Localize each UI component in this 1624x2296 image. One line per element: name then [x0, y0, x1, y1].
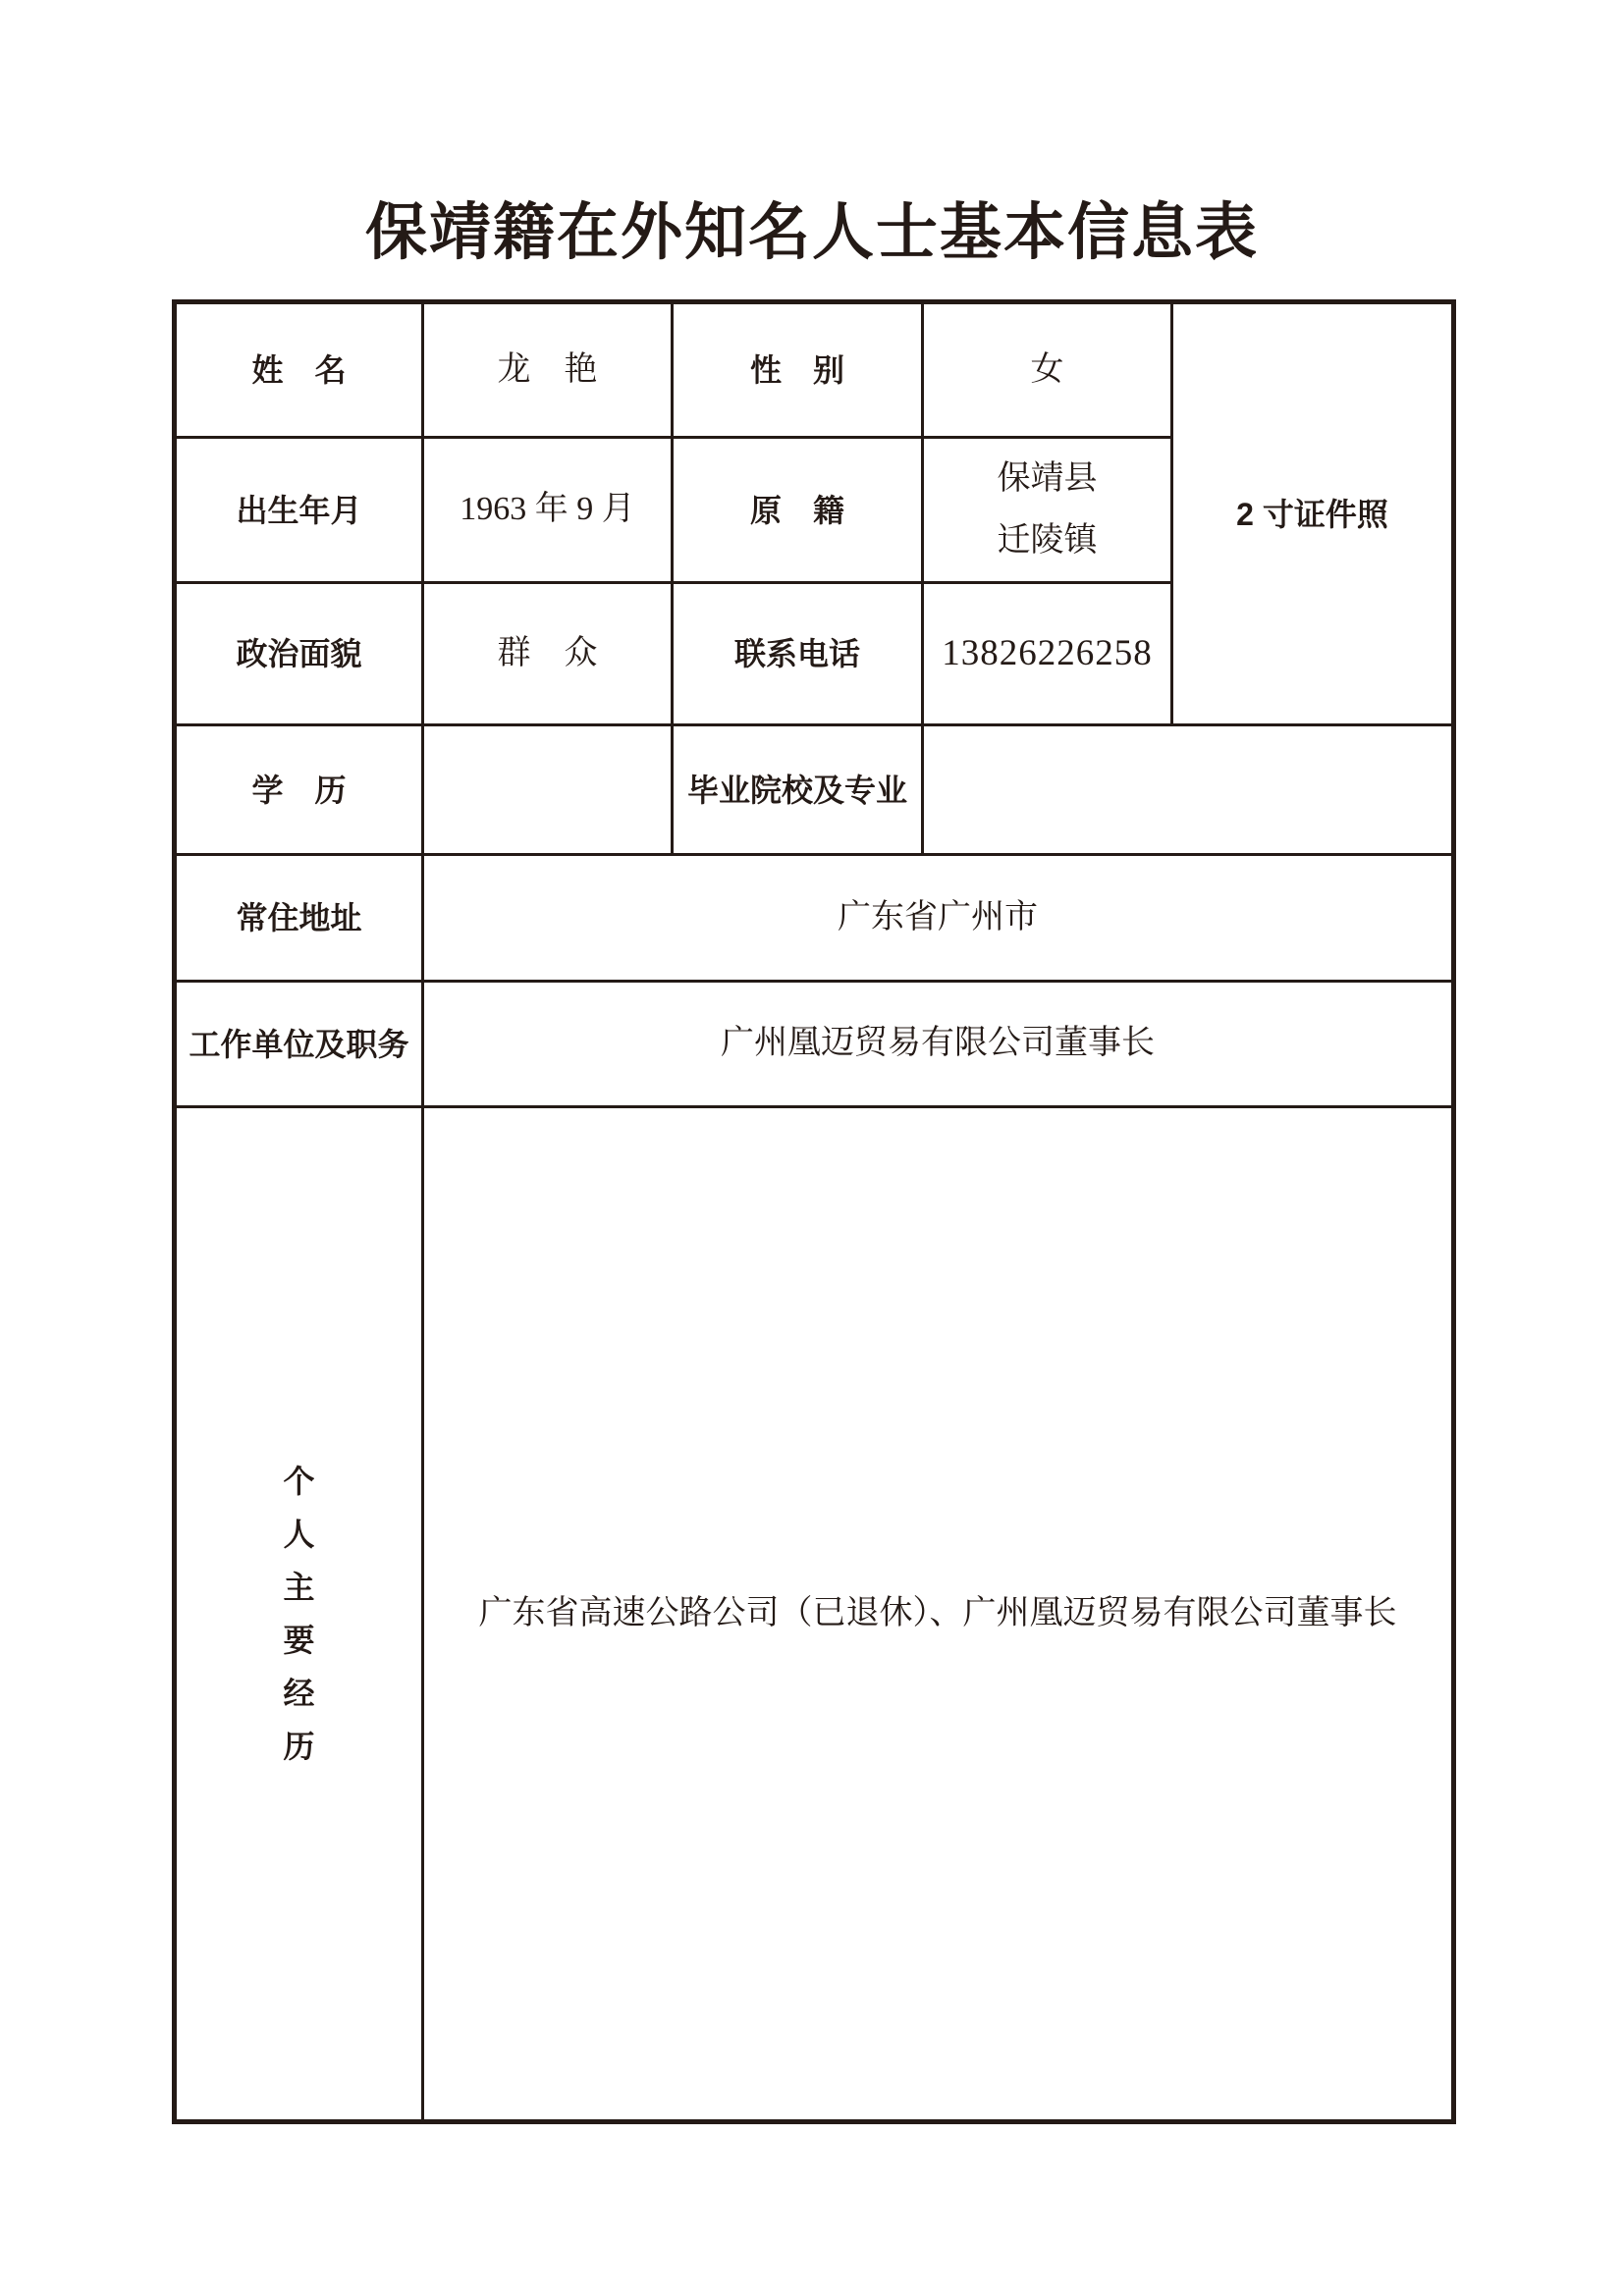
row-work-unit — [175, 982, 1454, 1107]
phone-value: 13826226258 — [923, 583, 1172, 725]
political-status-value: 群 众 — [423, 583, 673, 725]
address-value: 广东省广州市 — [423, 855, 1454, 982]
birth-value: 1963 年 9 月 — [423, 438, 673, 583]
basic-info-table — [172, 299, 1456, 2124]
photo-placeholder-cell: 2 寸证件照 — [1172, 302, 1454, 725]
education-value — [423, 725, 673, 855]
origin-value-text: 保靖县迁陵镇 — [997, 459, 1098, 559]
phone-label: 联系电话 — [673, 583, 923, 725]
birth-label: 出生年月 — [175, 438, 423, 583]
education-label: 学 历 — [175, 725, 423, 855]
political-status-label: 政治面貌 — [175, 583, 423, 725]
gender-label: 性 别 — [673, 302, 923, 438]
row-address — [175, 855, 1454, 982]
school-major-value — [923, 725, 1454, 855]
work-unit-value: 广州凰迈贸易有限公司董事长 — [423, 982, 1454, 1107]
origin-value — [923, 438, 1172, 583]
page-title: 保靖籍在外知名人士基本信息表 — [365, 198, 1259, 267]
row-education-school — [175, 725, 1454, 855]
address-label: 常住地址 — [175, 855, 423, 982]
name-label: 姓 名 — [175, 302, 423, 438]
experience-label-cell — [175, 1107, 423, 2122]
school-major-label: 毕业院校及专业 — [673, 725, 923, 855]
experience-value: 广东省高速公路公司（已退休）、广州凰迈贸易有限公司董事长 — [423, 1107, 1454, 2122]
work-unit-label: 工作单位及职务 — [175, 982, 423, 1107]
row-experience — [175, 1107, 1454, 2122]
gender-value: 女 — [923, 302, 1172, 438]
name-value: 龙 艳 — [423, 302, 673, 438]
origin-label: 原 籍 — [673, 438, 923, 583]
experience-label: 个人主要经历 — [283, 1464, 315, 1764]
row-name-gender — [175, 302, 1454, 438]
